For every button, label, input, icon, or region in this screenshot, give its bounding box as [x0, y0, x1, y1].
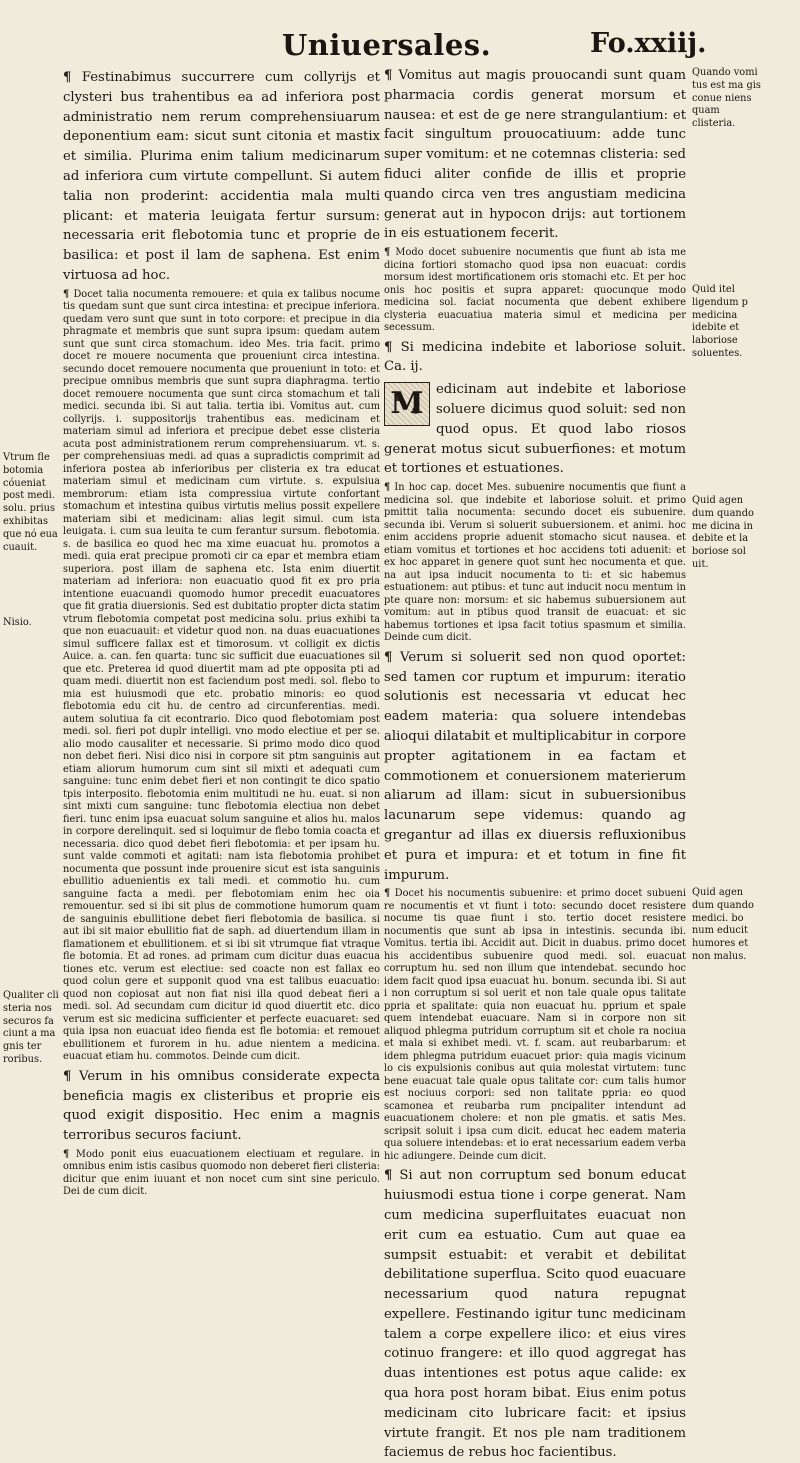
commentary-paragraph: [384, 888, 686, 1163]
lemma-paragraph: [63, 68, 380, 286]
lemma-paragraph: [384, 1166, 686, 1463]
pilcrow-icon: ¶: [384, 649, 393, 665]
margin-note-right-3: Quid agen dum quando me dicina in debite et la boriose sol uit.: [692, 495, 754, 570]
chapter-heading-text: Si medicina indebite et laboriose soluit. Ca. ij.: [384, 339, 686, 375]
pilcrow-icon: ¶: [384, 68, 393, 83]
margin-note-right-2: Quid itel ligendum p medicina idebite et laboriose soluentes.: [692, 284, 748, 359]
pilcrow-icon: ¶: [384, 482, 391, 494]
pilcrow-icon: ¶: [63, 70, 72, 85]
margin-note-right-1: Quando vomi tus est ma gis conue niens quam clisteria.: [692, 67, 761, 130]
margin-note-left-3: Qualiter cli steria nos securos fa ciunt a ma gnis ter roribus.: [3, 990, 59, 1065]
initial-letter: M: [390, 386, 424, 422]
commentary-paragraph: [384, 247, 686, 335]
right-column: [384, 66, 686, 1461]
page-header: [0, 28, 800, 68]
folio-number: Fo.xxiij.: [590, 28, 707, 59]
commentary-text: In hoc cap. docet Mes. subuenire nocumentis que fiunt a medicina sol. que indebite et laboriose soluit. et primo pmittit talia nocumenta: secundo docet eis subuenire. secunda ibi. Verum si soluerit subuersionem. et animi. hoc enim accidens proprie aduenit stomacho sicut nausea. et etiam vomitus et tortiones et hoc accidens toti aduenit: et ex hoc apparet in genere quot sunt hec nocumenta et que. na aut ipsa inducit nocumenta to ti: et sic habemus estuationem: aut ptibus: et tunc aut inducit nocu mentum in pte quare non: morsum: et sic habemus subuersionem aut vomitum: aut in ptibus quod transit de euacuat: et sic habemus tortiones et ipsa facit totius spasmum et similia. Deinde cum dicit.: [384, 482, 686, 644]
margin-note-left-1: Vtrum fle botomia cóueniat post medi. solu. prius exhibitas que nó eua cuauit.: [3, 452, 58, 553]
left-column: [63, 68, 380, 1198]
decorated-initial-icon: [384, 382, 430, 426]
commentary-text: Modo docet subuenire nocumentis que fiunt ab ista me dicina fortiori stomacho quod ipsa non euacuat: cordis morsum idest mortificationem oris stomachi etc. Et per hoc onis hoc positis et supra apparet: quocunque modo medicina sol. faciat nocumenta que debent exhibere clysteria euacuatiua materia simul et medicina per secessum.: [384, 247, 686, 334]
lemma-text: Vomitus aut magis prouocandi sunt quam pharmacia cordis generat morsum et nausea: et est de ge nere strangulantium: et facit singultum prouocatiuum: adde tunc super vomitum: et ne cotemnas clisteria: sed fiduci aliter confide de illis et proprie quando circa ven tres angustiam medicina generat aut in hypocon drijs: aut tortionem in eis estuationem fecerit.: [384, 68, 686, 242]
pilcrow-icon: ¶: [384, 1168, 393, 1184]
margin-note-left-2: Nisio.: [3, 617, 32, 628]
pilcrow-icon: ¶: [384, 888, 391, 900]
lemma-text: Verum si soluerit sed non quod oportet: sed tamen cor ruptum et impurum: iteratio solutionis est necessaria vt educat hec eadem materia: qua soluere intendebas alioqui dilatabit et multiplicabitur in corpore propter agitationem in ea factam et commotionem et conuersionem materierum aliarum ad illam: sicut in subuersionibus lacunarum sepe videmus: quando ag gregantur ad illas ex diuersis refluxionibus et pura et impura: et et totum in fine fit impurum.: [384, 649, 686, 883]
commentary-text: Modo ponit eius euacuationem electiuam et regulare. in omnibus enim istis casibus quomodo non deberet fieri clisteria: dicitur que enim iuuant et non nocet cum sint sine periculo. Dei de cum dicit.: [63, 1148, 380, 1198]
lemma-paragraph: [384, 648, 686, 886]
lemma-paragraph: [63, 1067, 380, 1146]
commentary-paragraph: [63, 289, 380, 1064]
margin-note-right-4: Quid agen dum quando medici. bo num educit humores et non malus.: [692, 887, 754, 962]
commentary-paragraph: [63, 1149, 380, 1199]
chapter-heading: [384, 338, 686, 378]
pilcrow-icon: ¶: [63, 1148, 70, 1160]
running-title: Uniuersales.: [282, 28, 492, 62]
commentary-paragraph: [384, 482, 686, 645]
pilcrow-icon: ¶: [384, 247, 391, 259]
pilcrow-icon: ¶: [63, 1068, 72, 1084]
lemma-text: Verum in his omnibus considerate expecta beneficia magis ex clisteribus et proprie eis quod exigit dispositio. Hec enim a magnis terroribus securos faciunt.: [63, 1068, 380, 1144]
lemma-text: Si aut non corruptum sed bonum educat huiusmodi estua tione i corpe generat. Nam cum medicina superfluitates euacuat non erit cum ea estuatio. Cum aut quae ea sumpsit estuabit: et verabit et debilitat debilitatione superflua. Scito quod euacuare necessarium quod natura repugnat expellere. Festinando igitur tunc medicinam talem a corpe expellere ilico: et eius vires cotinuo frangere: et illo quod aggregat has duas intentiones est potus aque calide: ex qua hora post horam bibat. Eius enim potus medicinam cito lubricare facit: et ipsius virtute frangit. Et nos ple nam traditionem faciemus de rebus hoc facientibus.: [384, 1168, 686, 1461]
commentary-text: Docet talia nocumenta remouere: et quia ex talibus nocume tis quedam sunt que sunt circa intestina: et precipue inferiora. quedam vero sunt que sunt in toto corpore: et precipue in dia phragmate et membris que sunt supra ipsum: quedam autem sunt que sunt circa stomachum. ideo Mes. tria facit. primo docet re mouere nocumenta que proueniunt circa intestina. secundo docet remouere nocumenta que proueniunt in toto: et precipue omnibus membris que sunt supra diaphragma. tertio docet remouere nocumenta que sunt circa stomachum et tali medici. secunda ibi. Si aut talia. tertia ibi. Vomitus aut. cum collyrijs. i. suppositorijs trahentibus eas. medicinam et materiam simul ad inferiora et precipue debet esse clisteria acuta post administrationem rerum comprehensiuarum. vt. s. per comprehensiuas medi. ad quas a supradictis comprimit ad inferiora postea ab inferioribus per clisteria ex tra educat materiam simul et medicinam cum virtute. s. expulsiua membrorum: etiam ista compressiua virtute confortant stomachum et intestina quibus virtutis melius possit expellere materiam sibi et medicinam: alias legit simul. cum ista leuigata. i. cum sua leuita te cum ferantur sursum. flebotomia. s. de basilica eo quod hec ma xime euacuat hu. promotos a medi. quia erat precipue promoti cir ca epar et membra etiam superiora. post illam de saphena etc. Ista enim diuertit materiam ad inferiora: non euacuatio quod fit ex pro pria intentione euacuandi quomodo humor precedit euacuatores que fit gratia diuersionis. Sed est dubitatio propter dicta statim vtrum flebotomia competat post medicina solu. prius exhibi ta que non euacuauit: et videtur quod non. na duas euacuationes simul sufficere fallax est et timorosum. vt colligit ex dictis Auice. a. can. fen quarta: tunc sic sufficit due euacuationes sil que etc. Preterea id quod diuertit mam ad pte opposita pti ad quam medi. diuertit non est faciendum post medi. sol. flebo to mia est huiusmodi que etc. probatio minoris: eo quod flebotomia edu cit hu. de centro ad circunferentias. medi. autem solutiua fa cit econtrario. Dico quod flebotomiam post medi. sol. fieri pot duplr intelligi. vno modo electiue et per se. alio modo causaliter et necessarie. Si primo modo dico quod non debet fieri. Nisi dico nisi in corpore sit ptm sanguinis aut etiam aliorum humorum cum sint sil mixti et adequati cum sanguine: tunc enim debet fieri et non contingit te dico spatio tpis interposito. flebotomia enim multitudi ne hu. euat. si non sint mixti cum sanguine: tunc flebotomia electiua non debet fieri. tunc enim ipsa euacuat solum sanguine et alios hu. malos in corpore derelinquit. sed si loquimur de flebo tomia coacta et necessaria. dico quod debet fieri flebotomia: et per ipsam hu. sunt valde commoti et agitati: nam ista flebotomia prohibet nocumenta que possunt inde prouenire sicut est ista sanguinis ebullitio aduenientis ex tali medi. et commotio hu. cum sanguine facta a medi. per flebotomiam enim hec oia remouentur. sed si ibi sit plus de commotione humorum quam de sanguinis ebullitione debet fieri flebotomia de basilica. si aut ibi sit maior ebullitio fiat de saph. ad diuertendum illam in flamationem et ebullitionem. et si ibi sit vtrumque fiat vtraque fle botomia. Et ad rones. ad primam cum dicitur duas euacua tiones etc. verum est electiue: sed coacte non est fallax eo quod colun gere et supponit quod vna est talibus euacuatio: quod non copiosat aut non fiat nisi illa quod debeat fieri a medi. sol. Ad secundam cum dicitur id quod diuertit etc. dico verum est sic medicina sufficienter et perfecte euacuaret: sed quia ipsa non euacuat ideo fienda est fle botomia: et remouet ebullitionem et furorem in hu. adue nientem a medicina. euacuat etiam hu. commotos. Deinde cum dicit.: [63, 288, 380, 1063]
pilcrow-icon: ¶: [384, 339, 393, 355]
chapter-opening: [384, 380, 686, 479]
lemma-text: edicinam aut indebite et laboriose soluere dicimus quod soluit: sed non quod opus. Et quod labo riosos generat motus sicut subuerfiones: et motum et tortiones et estuationes.: [384, 382, 686, 477]
lemma-paragraph: [384, 66, 686, 244]
lemma-text: Festinabimus succurrere cum collyrijs et clysteri bus trahentibus ea ad inferiora post administratio nem rerum comprehensiuarum deponentium eam: sicut sunt citonia et mastix et similia. Plurima enim talium medicinarum ad inferiora cum virtute compellunt. Si autem talia non proderint: accidentia mala multi plicant: et materia leuigata fertur sursum: necessaria erit flebotomia tunc et proprie de basilica: et post il lam de saphena. Est enim virtuosa ad hoc.: [63, 70, 380, 283]
commentary-text: Docet his nocumentis subuenire: et primo docet subueni re nocumentis et vt fiunt i toto: secundo docet resistere nocume tis quae fiunt i sto. tertio docet resistere nocumentis que sunt ab ipsa in intestinis. secunda ibi. Vomitus. tertia ibi. Accidit aut. Dicit in duabus. primo docet his accidentibus subuenire quod medi. sol. euacuat corruptum hu. sed non illum que intendebat. secundo hoc idem facit quod ipsa euacuat hu. bonum. secunda ibi. Si aut i non corruptum si sol uerit et non tale quale opus talitate ppria et spalitate: quia non euacuat hu. pprium et spale quem intendebat euacuare. Nam si in corpore non sit aliquod phlegma putridum corruptum sit et chole ra nociua et mala si exhibet medi. vt. f. scam. aut reubarbarum: et idem phlegma putridum euacuet prior: quia magis vicinum lo cis expulsionis conibus aut quia molestat virtutem: tunc bene euacuat tale quale opus talitate cor: cum talis humor est nociuus corpori: sed non talitate ppria: eo quod scamonea et reubarba rum pncipaliter intendunt ad euacuationem cholere: et non ple gmatis. et satis Mes. scripsit soluit i ipsa cum dicit. educat hec eadem materia qua soluere intendebas: et io erat necessarium eadem verba hic adiungere. Deinde cum dicit.: [384, 888, 686, 1162]
pilcrow-icon: ¶: [63, 288, 70, 300]
